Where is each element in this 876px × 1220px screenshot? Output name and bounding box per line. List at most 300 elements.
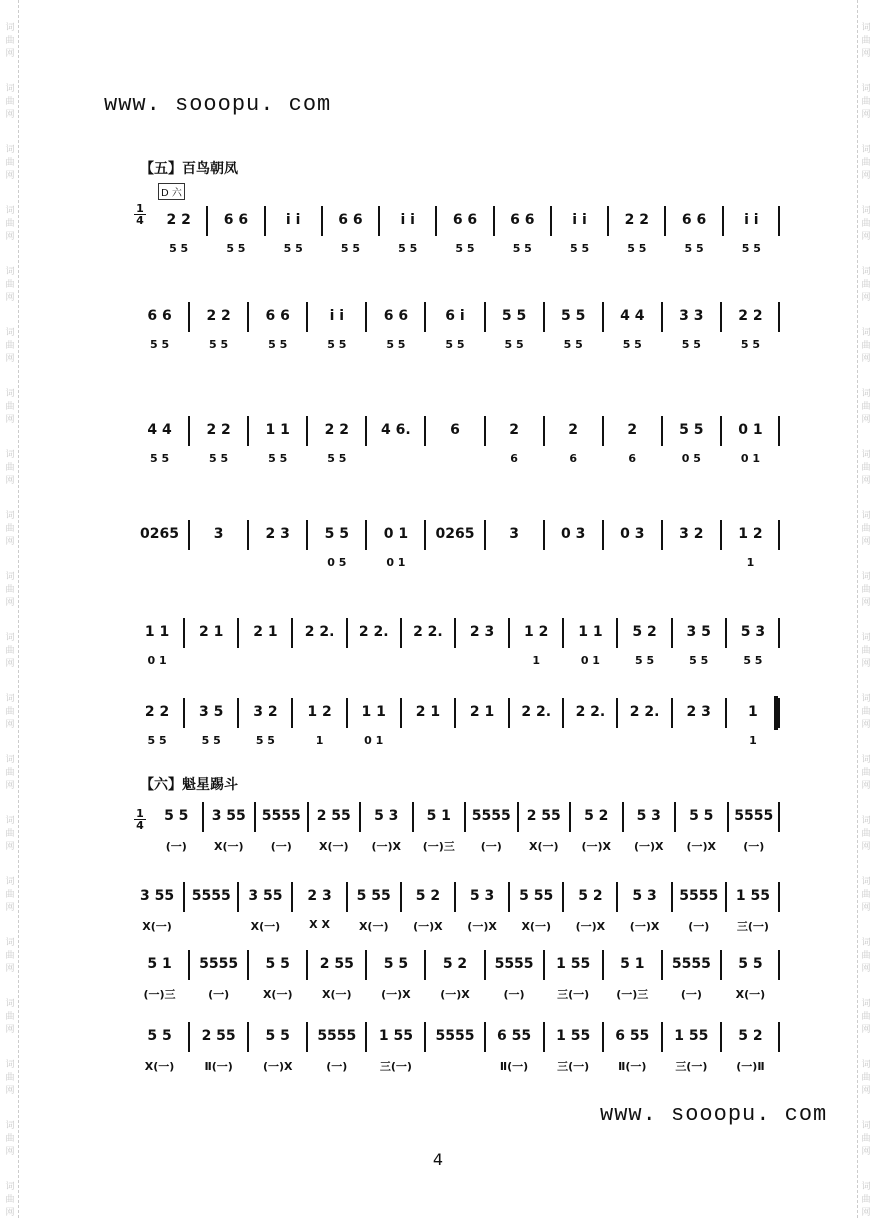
accompaniment-notes: 5 5	[226, 242, 246, 255]
measure	[189, 514, 248, 584]
accompaniment-notes: 5 5	[201, 734, 221, 747]
measure	[723, 200, 780, 270]
measure	[130, 1016, 189, 1086]
measure	[307, 410, 366, 480]
time-sig-denominator: 4	[134, 819, 146, 831]
accompaniment-notes: 5 5	[455, 242, 475, 255]
accompaniment-notes: 5 5	[149, 452, 170, 465]
measure	[425, 410, 484, 480]
accompaniment-notes: (一)	[680, 988, 702, 1001]
watermark-text: 词 曲 网	[861, 84, 871, 120]
barline	[778, 1022, 780, 1052]
measure	[721, 944, 780, 1014]
left-watermark-strip	[2, 0, 19, 1218]
melody-notes: 5555	[734, 808, 774, 824]
accompaniment-notes: 5 5	[398, 242, 418, 255]
music-system	[130, 514, 780, 584]
measure	[544, 1016, 603, 1086]
melody-notes: 2 55	[526, 808, 561, 824]
accompaniment-notes: 5 5	[741, 242, 761, 255]
measure	[238, 692, 292, 762]
melody-notes: 5555	[435, 1028, 475, 1044]
melody-notes: 6 55	[497, 1028, 532, 1044]
measure	[366, 296, 425, 366]
measure	[366, 944, 425, 1014]
measure	[413, 796, 466, 866]
accompaniment-notes: 0 1	[386, 556, 406, 569]
watermark-text: 词 曲 网	[5, 999, 15, 1035]
measure	[308, 796, 361, 866]
accompaniment-notes: X(一)	[528, 840, 559, 853]
watermark-text: 词 曲 网	[5, 84, 15, 120]
melody-notes: 5 3	[374, 808, 399, 824]
measure	[203, 796, 256, 866]
watermark-text: 词 曲 网	[5, 755, 15, 791]
accompaniment-notes: 0 5	[681, 452, 701, 465]
accompaniment-notes: 5 5	[445, 338, 465, 351]
measure	[248, 410, 307, 480]
barline	[778, 950, 780, 980]
melody-notes: 2 2	[738, 308, 763, 324]
measure	[728, 796, 781, 866]
melody-notes: 1 2	[738, 526, 763, 542]
watermark-text: 词 曲 网	[5, 1182, 15, 1218]
measure	[509, 612, 563, 682]
measure	[662, 944, 721, 1014]
melody-notes: 5 3	[636, 808, 661, 824]
measure	[618, 876, 672, 946]
accompaniment-notes: Ⅱ(一)	[204, 1060, 233, 1073]
accompaniment-notes: 三(一)	[557, 988, 590, 1001]
accompaniment-notes: (一)三	[422, 840, 455, 853]
measure	[360, 796, 413, 866]
melody-notes: 2	[568, 422, 579, 438]
barline	[778, 802, 780, 832]
accompaniment-notes: 5 5	[563, 338, 583, 351]
measure	[665, 200, 722, 270]
accompaniment-notes: X(一)	[358, 920, 389, 933]
melody-notes: 5 2	[442, 956, 468, 972]
melody-notes: 3 2	[679, 526, 704, 542]
melody-notes: 1 55	[378, 1028, 413, 1044]
barline	[778, 302, 780, 332]
accompaniment-notes: (一)	[165, 840, 187, 853]
measure	[485, 1016, 544, 1086]
melody-notes: 6 6	[681, 212, 707, 228]
melody-notes: 5 2	[578, 888, 603, 904]
watermark-text: 词 曲 网	[861, 389, 871, 425]
measure	[307, 1016, 366, 1086]
melody-notes: 2 2.	[413, 624, 443, 640]
melody-notes: 1 55	[556, 1028, 591, 1044]
melody-notes: 2 3	[265, 526, 290, 542]
melody-notes: 2 2	[324, 422, 349, 438]
measure	[130, 944, 189, 1014]
measure	[293, 612, 347, 682]
measure	[721, 410, 780, 480]
watermark-text: 词 曲 网	[5, 389, 15, 425]
measure	[425, 296, 484, 366]
accompaniment-notes: (一)X	[440, 988, 470, 1001]
music-system	[130, 876, 780, 946]
melody-notes: 3 55	[211, 808, 246, 824]
accompaniment-notes: (一)三	[616, 988, 649, 1001]
accompaniment-notes: 5 5	[743, 654, 763, 667]
accompaniment-notes: 5 5	[627, 242, 647, 255]
melody-notes: 2 2.	[521, 704, 552, 720]
time-sig-numerator: 1	[136, 807, 144, 820]
measure	[721, 1016, 780, 1086]
measure	[238, 612, 292, 682]
melody-notes: 0265	[435, 526, 475, 542]
measure	[455, 692, 509, 762]
accompaniment-notes: (一)Ⅱ	[736, 1060, 765, 1073]
melody-notes: 2 1	[199, 624, 224, 640]
measure	[184, 876, 238, 946]
melody-notes: 5 2	[584, 808, 609, 824]
accompaniment-notes: X X	[309, 918, 330, 931]
melody-notes: 3 5	[199, 704, 224, 720]
watermark-text: 词 曲 网	[5, 1060, 15, 1096]
final-barline	[774, 696, 778, 730]
measure	[322, 200, 379, 270]
melody-notes: 5 5	[147, 1028, 172, 1044]
measure	[509, 876, 563, 946]
melody-notes: 5 3	[469, 888, 495, 904]
accompaniment-notes: 0 1	[147, 654, 167, 667]
melody-notes: 2 55	[316, 808, 351, 824]
measure	[401, 692, 455, 762]
accompaniment-notes: 5 5	[327, 452, 347, 465]
accompaniment-notes: (一)三	[143, 988, 176, 1001]
melody-notes: 5 5	[738, 956, 763, 972]
melody-notes: 5 5	[501, 308, 527, 324]
melody-notes: 5555	[671, 956, 711, 972]
watermark-text: 词 曲 网	[5, 1121, 15, 1157]
measure	[347, 876, 401, 946]
melody-notes: 5 2	[632, 624, 657, 640]
watermark-text: 词 曲 网	[861, 1182, 871, 1218]
melody-notes: 5555	[494, 956, 534, 972]
accompaniment-notes: Ⅱ(一)	[499, 1060, 529, 1073]
measure	[130, 612, 184, 682]
measure	[436, 200, 493, 270]
measure	[662, 410, 721, 480]
measure	[189, 410, 248, 480]
measure	[425, 514, 484, 584]
watermark-text: 词 曲 网	[861, 1121, 871, 1157]
measure	[603, 1016, 662, 1086]
music-system	[130, 944, 780, 1014]
right-watermark-strip	[857, 0, 874, 1218]
melody-notes: 5555	[191, 888, 231, 904]
melody-notes: 2 3	[469, 624, 495, 640]
watermark-text: 词 曲 网	[5, 267, 15, 303]
measure	[366, 1016, 425, 1086]
accompaniment-notes: 0 1	[580, 654, 600, 667]
melody-notes: 5 5	[164, 808, 189, 824]
melody-notes: 0 1	[383, 526, 409, 542]
music-system	[130, 1016, 780, 1086]
accompaniment-notes: 5 5	[689, 654, 709, 667]
watermark-text: 词 曲 网	[861, 267, 871, 303]
melody-notes: 2 2	[166, 212, 191, 228]
watermark-text: 词 曲 网	[861, 145, 871, 181]
watermark-text: 词 曲 网	[5, 572, 15, 608]
watermark-text: 词 曲 网	[5, 328, 15, 364]
accompaniment-notes: 5 5	[681, 338, 701, 351]
melody-notes: 4 4	[147, 422, 172, 438]
measure	[248, 296, 307, 366]
melody-notes: i i	[572, 212, 587, 228]
measure	[455, 876, 509, 946]
accompaniment-notes: 5 5	[512, 242, 532, 255]
measure	[307, 296, 366, 366]
measure	[293, 876, 347, 946]
melody-notes: 6 6	[223, 212, 249, 228]
accompaniment-notes: 5 5	[635, 654, 655, 667]
melody-notes: 5 2	[738, 1028, 763, 1044]
melody-notes: 2 2	[206, 422, 231, 438]
measure	[425, 944, 484, 1014]
melody-notes: 6 6	[338, 212, 363, 228]
time-signature-6	[134, 808, 146, 831]
accompaniment-notes: X(一)	[318, 840, 349, 853]
measure	[662, 514, 721, 584]
measure	[293, 692, 347, 762]
measure	[608, 200, 665, 270]
measure	[150, 200, 207, 270]
section-title-5: 【五】百鸟朝凤	[140, 161, 238, 177]
accompaniment-notes: 1	[749, 734, 757, 747]
measure	[401, 612, 455, 682]
measure	[721, 514, 780, 584]
melody-notes: 6 6	[265, 308, 290, 324]
measure	[130, 692, 184, 762]
accompaniment-notes: (一)X	[575, 920, 606, 933]
measure	[563, 612, 617, 682]
watermark-text: 词 曲 网	[5, 450, 15, 486]
watermark-text: 词 曲 网	[861, 511, 871, 547]
watermark-text: 词 曲 网	[5, 816, 15, 852]
measure	[347, 692, 401, 762]
barline	[778, 416, 780, 446]
melody-notes: 5555	[261, 808, 301, 824]
measure	[248, 1016, 307, 1086]
melody-notes: 5 5	[560, 308, 586, 324]
melody-notes: 2	[509, 422, 519, 438]
measure	[662, 1016, 721, 1086]
melody-notes: 5555	[199, 956, 239, 972]
page-number: 4	[432, 1150, 444, 1169]
measure	[544, 296, 603, 366]
accompaniment-notes: (一)X	[381, 988, 411, 1001]
melody-notes: 2 2.	[358, 624, 389, 640]
measure	[255, 796, 308, 866]
music-system	[150, 796, 780, 866]
melody-notes: 3 5	[686, 624, 711, 640]
music-system	[150, 200, 780, 270]
measure	[662, 296, 721, 366]
time-signature-5	[134, 203, 146, 226]
watermark-text: 词 曲 网	[861, 877, 871, 913]
watermark-text: 词 曲 网	[861, 450, 871, 486]
accompaniment-notes: 5 5	[340, 242, 361, 255]
measure	[485, 410, 544, 480]
melody-notes: 5 3	[740, 624, 766, 640]
accompaniment-notes: 6	[628, 452, 637, 465]
watermark-text: 词 曲 网	[861, 755, 871, 791]
accompaniment-notes: 5 5	[622, 338, 642, 351]
melody-notes: 3	[509, 526, 519, 542]
measure	[485, 296, 544, 366]
measure	[518, 796, 571, 866]
melody-notes: 6 55	[615, 1028, 650, 1044]
barline	[778, 618, 780, 648]
accompaniment-notes: 0 5	[327, 556, 347, 569]
melody-notes: i i	[744, 212, 759, 228]
melody-notes: 6	[450, 422, 460, 438]
melody-notes: 5 5	[679, 422, 704, 438]
melody-notes: 1 2	[307, 704, 332, 720]
measure	[379, 200, 436, 270]
accompaniment-notes: 0 1	[364, 734, 384, 747]
measure	[672, 876, 726, 946]
watermark-text: 词 曲 网	[861, 328, 871, 364]
measure	[130, 296, 189, 366]
accompaniment-notes: X(一)	[735, 988, 766, 1001]
melody-notes: 3 2	[253, 704, 278, 720]
measure	[726, 876, 780, 946]
melody-notes: 2 3	[686, 704, 711, 720]
site-url-top: www. sooopu. com	[104, 92, 332, 117]
melody-notes: 6 6	[452, 212, 478, 228]
accompaniment-notes: (一)	[270, 840, 292, 853]
melody-notes: 1 1	[361, 704, 386, 720]
melody-notes: 3	[213, 526, 224, 542]
measure	[618, 692, 672, 762]
measure	[248, 944, 307, 1014]
accompaniment-notes: X(一)	[144, 1060, 175, 1073]
measure	[189, 296, 248, 366]
measure	[672, 612, 726, 682]
accompaniment-notes: 5 5	[740, 338, 761, 351]
melody-notes: 2 1	[253, 624, 278, 640]
accompaniment-notes: (一)X	[371, 840, 402, 853]
melody-notes: 2 55	[201, 1028, 236, 1044]
measure	[207, 200, 264, 270]
accompaniment-notes: 三(一)	[379, 1060, 412, 1073]
melody-notes: 5 3	[632, 888, 657, 904]
measure	[401, 876, 455, 946]
accompaniment-notes: (一)	[326, 1060, 348, 1073]
melody-notes: 6 6	[147, 308, 172, 324]
melody-notes: 1 55	[556, 956, 591, 972]
accompaniment-notes: 三(一)	[557, 1060, 590, 1073]
melody-notes: 1 55	[735, 888, 770, 904]
watermark-text: 词 曲 网	[861, 816, 871, 852]
music-system	[130, 410, 780, 480]
melody-notes: 0265	[140, 526, 180, 542]
watermark-text: 词 曲 网	[861, 999, 871, 1035]
measure	[551, 200, 608, 270]
measure	[265, 200, 322, 270]
accompaniment-notes: (一)	[480, 840, 502, 853]
measure	[150, 796, 203, 866]
accompaniment-notes: X(一)	[521, 920, 551, 933]
melody-notes: 5 55	[519, 888, 554, 904]
measure	[485, 944, 544, 1014]
measure	[618, 612, 672, 682]
melody-notes: 5 2	[415, 888, 441, 904]
measure	[623, 796, 676, 866]
accompaniment-notes: (一)	[503, 988, 525, 1001]
measure	[544, 514, 603, 584]
music-system	[130, 612, 780, 682]
measure	[509, 692, 563, 762]
measure	[238, 876, 292, 946]
barline	[778, 882, 780, 912]
measure	[603, 296, 662, 366]
melody-notes: 5 5	[324, 526, 349, 542]
watermark-text: 词 曲 网	[861, 572, 871, 608]
accompaniment-notes: X(一)	[262, 988, 293, 1001]
melody-notes: 4 4	[620, 308, 645, 324]
accompaniment-notes: 5 5	[386, 338, 406, 351]
melody-notes: 1 1	[265, 422, 290, 438]
watermark-text: 词 曲 网	[5, 206, 15, 242]
section-title-6: 【六】魁星踢斗	[140, 777, 238, 793]
accompaniment-notes: (一)X	[467, 920, 497, 933]
melody-notes: 4 6.	[381, 422, 411, 438]
accompaniment-notes: 1	[532, 654, 541, 667]
melody-notes: 5 5	[383, 956, 409, 972]
melody-notes: 2 2.	[575, 704, 606, 720]
melody-notes: 2 2	[624, 212, 649, 228]
melody-notes: 2 55	[319, 956, 354, 972]
accompaniment-notes: 6	[569, 452, 577, 465]
measure	[307, 514, 366, 584]
accompaniment-notes: 5 5	[209, 338, 229, 351]
music-system	[130, 692, 780, 762]
accompaniment-notes: 5 5	[268, 452, 288, 465]
watermark-text: 词 曲 网	[5, 938, 15, 974]
accompaniment-notes: (一)	[743, 840, 765, 853]
site-url-bottom: www. sooopu. com	[600, 1102, 828, 1127]
melody-notes: 2 2	[206, 308, 231, 324]
melody-notes: 2 2.	[304, 624, 335, 640]
accompaniment-notes: 5 5	[684, 242, 704, 255]
measure	[189, 1016, 248, 1086]
melody-notes: i i	[329, 308, 345, 324]
melody-notes: 0 3	[620, 526, 645, 542]
measure	[494, 200, 551, 270]
measure	[570, 796, 623, 866]
melody-notes: 5555	[471, 808, 511, 824]
measure	[721, 296, 780, 366]
accompaniment-notes: 1	[315, 734, 324, 747]
melody-notes: 1 2	[524, 624, 549, 640]
accompaniment-notes: (一)X	[686, 840, 717, 853]
accompaniment-notes: 5 5	[268, 338, 288, 351]
melody-notes: 5 5	[689, 808, 714, 824]
watermark-text: 词 曲 网	[5, 877, 15, 913]
melody-notes: i i	[400, 212, 415, 228]
watermark-text: 词 曲 网	[5, 145, 15, 181]
melody-notes: 5 5	[265, 956, 290, 972]
accompaniment-notes: X(一)	[213, 840, 244, 853]
watermark-text: 词 曲 网	[5, 633, 15, 669]
